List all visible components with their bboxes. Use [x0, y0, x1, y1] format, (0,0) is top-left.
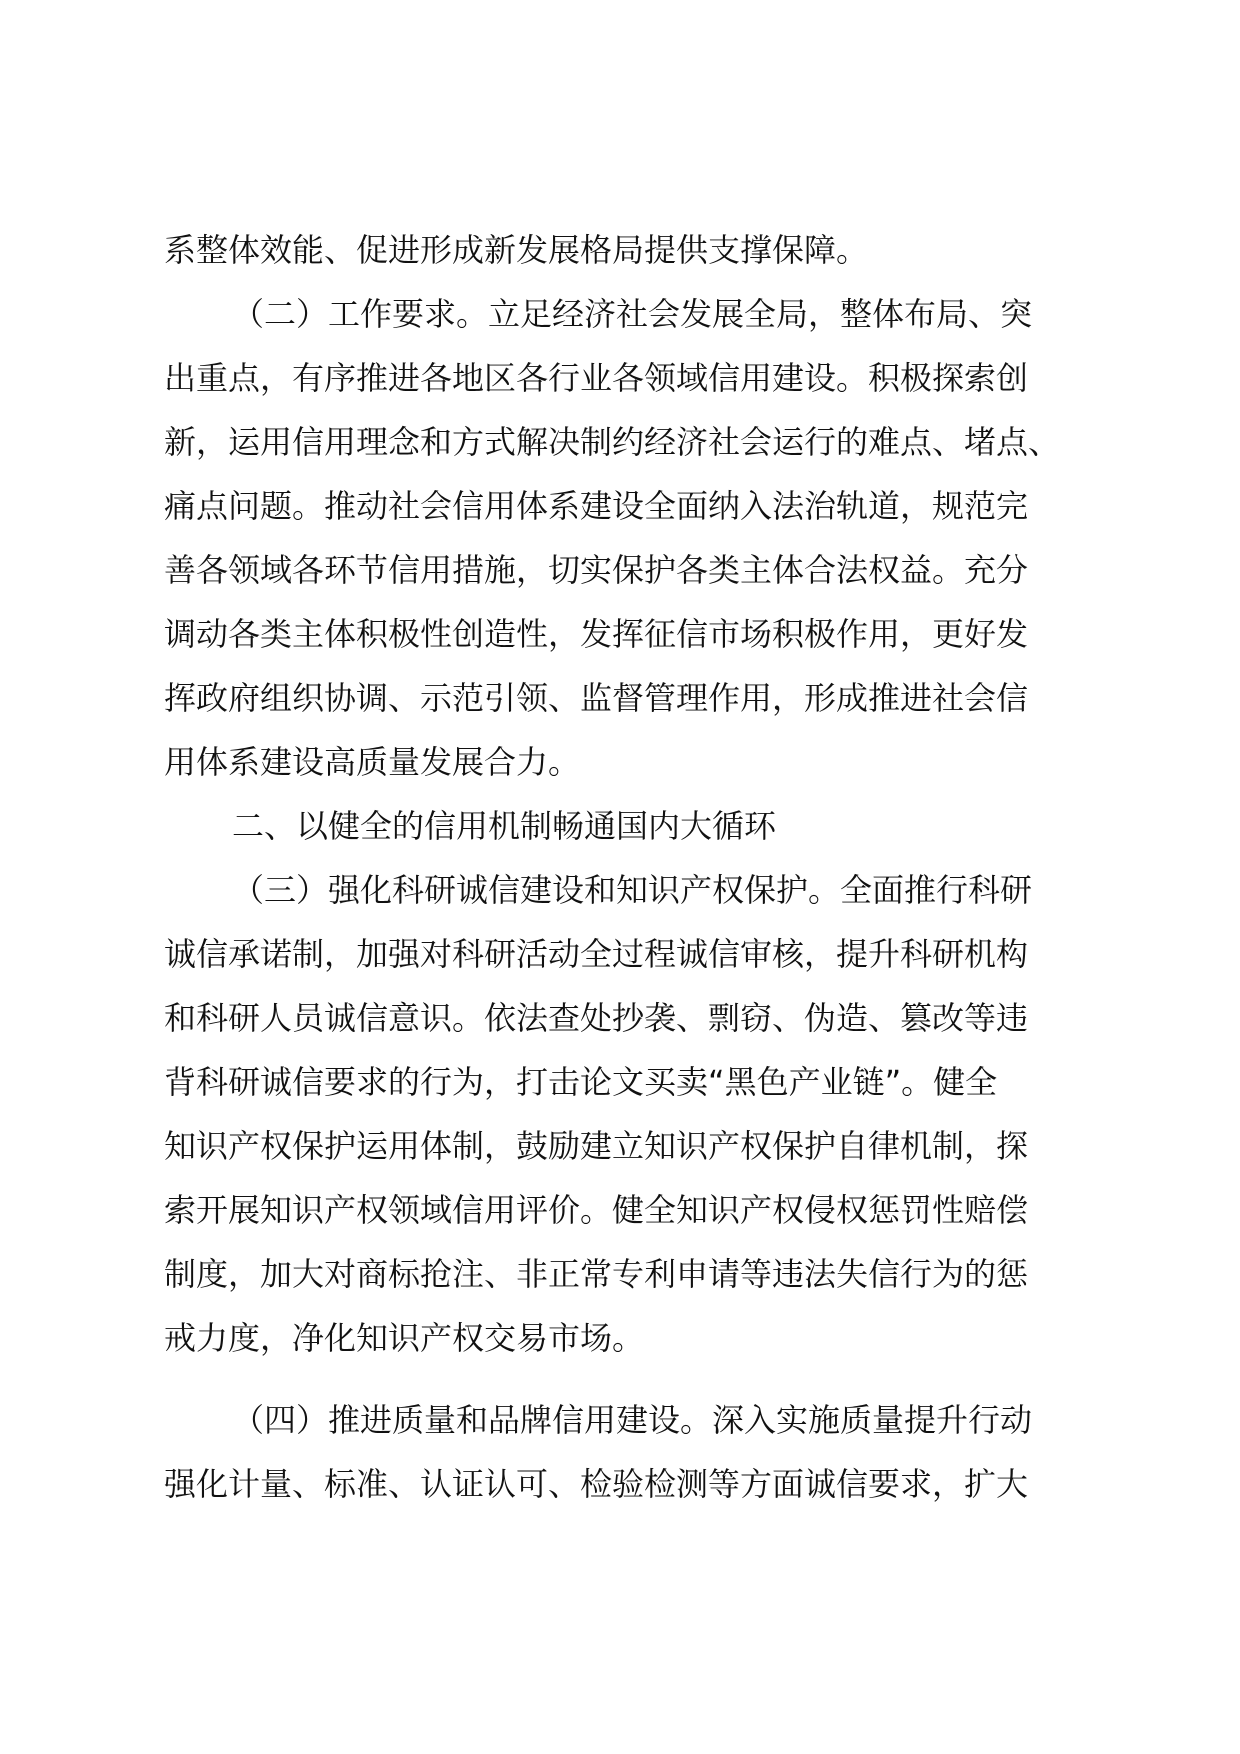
text-line-13: 和科研人员诚信意识。依法查处抄袭、剽窃、伪造、篡改等违	[164, 999, 1029, 1037]
text-line-7: 调动各类主体积极性创造性，发挥征信市场积极作用，更好发	[164, 615, 1029, 653]
text-line-5: 痛点问题。推动社会信用体系建设全面纳入法治轨道，规范完	[164, 487, 1029, 525]
text-line-15: 知识产权保护运用体制，鼓励建立知识产权保护自律机制，探	[164, 1127, 1029, 1165]
section-heading: 二、以健全的信用机制畅通国内大循环	[232, 807, 777, 845]
text-line-16: 索开展知识产权领域信用评价。健全知识产权侵权惩罚性赔偿	[164, 1191, 1029, 1229]
text-line-1: 系整体效能、促进形成新发展格局提供支撑保障。	[164, 231, 869, 269]
text-line-6: 善各领域各环节信用措施，切实保护各类主体合法权益。充分	[164, 551, 1029, 589]
text-line-19: （四）推进质量和品牌信用建设。深入实施质量提升行动	[232, 1401, 1033, 1439]
text-line-3: 出重点，有序推进各地区各行业各领域信用建设。积极探索创	[164, 359, 1029, 397]
text-line-17: 制度，加大对商标抢注、非正常专利申请等违法失信行为的惩	[164, 1255, 1029, 1293]
text-line-12: 诚信承诺制，加强对科研活动全过程诚信审核，提升科研机构	[164, 935, 1029, 973]
text-line-14: 背科研诚信要求的行为，打击论文买卖“黑色产业链”。健全	[164, 1063, 998, 1101]
text-line-8: 挥政府组织协调、示范引领、监督管理作用，形成推进社会信	[164, 679, 1029, 717]
text-line-20: 强化计量、标准、认证认可、检验检测等方面诚信要求，扩大	[164, 1465, 1029, 1503]
text-line-11: （三）强化科研诚信建设和知识产权保护。全面推行科研	[232, 871, 1033, 909]
text-line-18: 戒力度，净化知识产权交易市场。	[164, 1319, 645, 1357]
text-line-9: 用体系建设高质量发展合力。	[164, 743, 581, 781]
text-line-4: 新，运用信用理念和方式解决制约经济社会运行的难点、堵点、	[164, 423, 1061, 461]
text-line-2: （二）工作要求。立足经济社会发展全局，整体布局、突	[232, 295, 1033, 333]
